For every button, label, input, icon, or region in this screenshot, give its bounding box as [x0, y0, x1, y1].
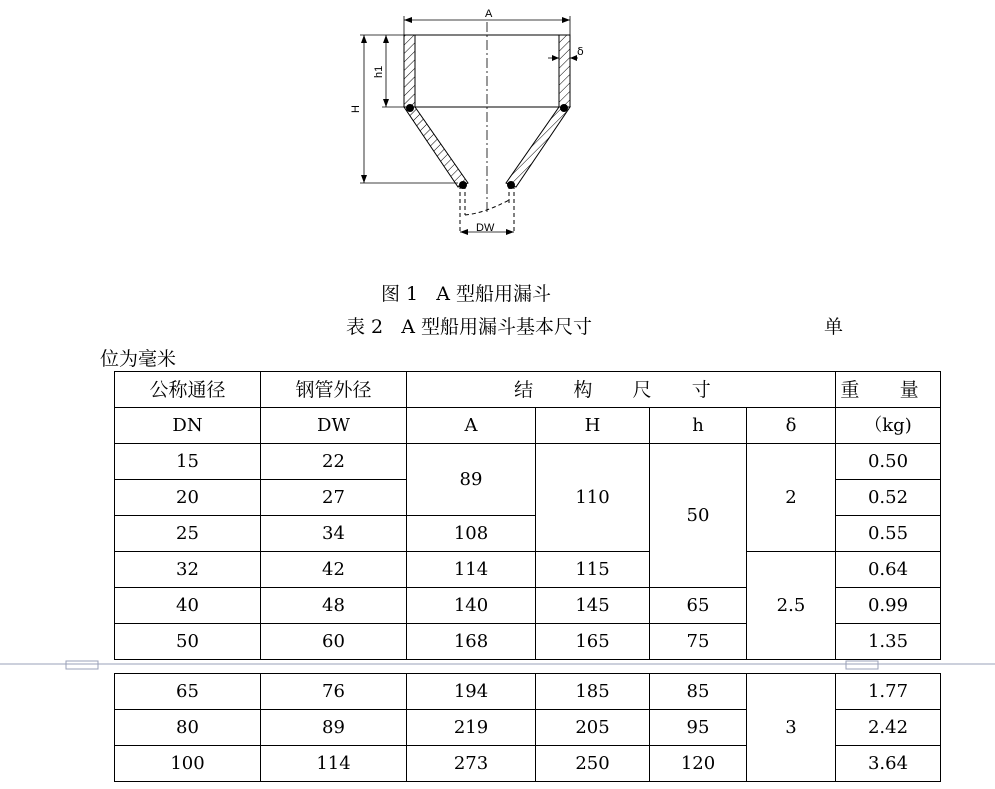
- header-weight-cn: 重 量: [836, 372, 941, 408]
- left-cone-wall: [404, 107, 468, 187]
- header-dw-cn: 钢管外径: [261, 372, 407, 408]
- table-row: 80 89 219 205 95 2.42: [115, 710, 941, 746]
- dimension-table-bottom: [114, 673, 941, 782]
- label-h1: h1: [373, 65, 385, 78]
- table-row: 20 27 0.52: [115, 480, 941, 516]
- merged-delta-3: 3: [747, 674, 836, 782]
- table-row: 25 34 108 0.55: [115, 516, 941, 552]
- label-H: H: [350, 105, 362, 113]
- merged-delta-2: 2: [747, 444, 836, 552]
- unit-caption-part2: 位为毫米: [100, 348, 177, 370]
- label-DW: DW: [476, 222, 495, 234]
- table-row: 40 48 140 145 65 0.99: [115, 588, 941, 624]
- header-h-big: H: [536, 408, 650, 444]
- figure-caption: 图 1 A 型船用漏斗: [381, 283, 552, 305]
- header-dn: DN: [115, 408, 261, 444]
- funnel-drawing: [330, 0, 600, 245]
- table-row: 50 60 168 165 75 1.35: [115, 624, 941, 660]
- right-wall: [559, 35, 570, 107]
- table-caption: 表 2 A 型船用漏斗基本尺寸: [346, 316, 593, 338]
- right-cone-wall: [506, 107, 570, 187]
- header-h-small: h: [650, 408, 747, 444]
- header-dn-cn: 公称通径: [115, 372, 261, 408]
- unit-caption-part1: 单: [824, 316, 844, 338]
- table-row: 32 42 114 115 2.5 0.64: [115, 552, 941, 588]
- merged-h-big: 110: [536, 444, 650, 552]
- header-delta: δ: [747, 408, 836, 444]
- table-row: 65 76 194 185 85 3 1.77: [115, 674, 941, 710]
- header-a: A: [407, 408, 536, 444]
- table-row: 15 22 89 110 50 2 0.50: [115, 444, 941, 480]
- header-dw: DW: [261, 408, 407, 444]
- left-wall: [404, 35, 415, 107]
- header-kg: （kg): [836, 408, 941, 444]
- page-break-marker: [0, 660, 995, 670]
- label-A: A: [485, 8, 493, 20]
- header-struct-cn: 结 构 尺 寸: [407, 372, 836, 408]
- label-delta: δ: [577, 45, 584, 58]
- merged-h-small: 50: [650, 444, 747, 588]
- merged-delta-2-5: 2.5: [747, 552, 836, 660]
- table-row: 100 114 273 250 120 3.64: [115, 746, 941, 782]
- dimension-table-top: [114, 371, 941, 660]
- merged-a: 89: [407, 444, 536, 516]
